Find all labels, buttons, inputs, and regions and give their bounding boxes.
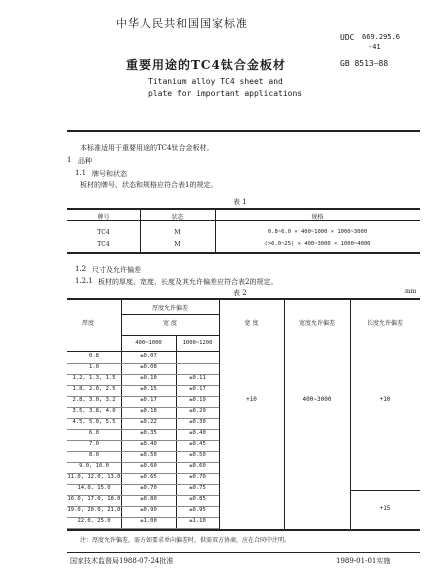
- table2-row-dev-b: ±0.70: [189, 474, 206, 480]
- table2-width-sub-rule: [121, 335, 219, 336]
- table2-header-width-b: 1000~1200: [182, 340, 213, 346]
- table1-bottom-rule: [67, 252, 420, 254]
- table2-top-rule: [67, 298, 420, 300]
- section-1-2-num: 1.2: [75, 265, 87, 273]
- table2-row-thickness: 1.2, 1.3, 1.5: [72, 375, 116, 381]
- section-1-1-num: 1.1: [75, 169, 87, 177]
- table2-width-value: 400~3000: [302, 396, 332, 403]
- table2-row-dev-a: ±0.08: [140, 364, 157, 370]
- table2-row-thickness: 14.0, 15.0: [77, 485, 111, 491]
- section-1-2-title: 尺寸及允许偏差: [92, 266, 141, 274]
- table2-length-dev-split-rule: [350, 490, 420, 491]
- table2-dev-group-rule: [121, 314, 219, 315]
- header-rule: [67, 130, 420, 132]
- table2-row-dev-b: ±0.17: [189, 386, 206, 392]
- table2-row-dev-a: ±0.17: [140, 397, 157, 403]
- table2-row-dev-a: ±1.00: [140, 518, 157, 524]
- table2-row-thickness: 11.0, 12.0, 13.0: [67, 474, 121, 480]
- table2-header-width: 宽 度: [244, 320, 259, 327]
- udc-value: 669.295.6: [362, 33, 400, 41]
- footer-implemented: 1989-01-01实施: [336, 557, 391, 565]
- table2-header-width-dev: 宽度允许偏差: [298, 320, 335, 327]
- table2-row-thickness: 4.5, 5.0, 5.5: [72, 419, 116, 425]
- table2-row-thickness: 2.8, 3.0, 3.2: [72, 397, 116, 403]
- table1-top-rule: [67, 208, 420, 210]
- udc-value-suffix: -41: [368, 43, 381, 51]
- table2-row-dev-b: ±0.40: [189, 430, 206, 436]
- table2-col-width-divider: [284, 299, 285, 529]
- table2-header-bottom-rule: [67, 351, 219, 352]
- table2-row-rule: [67, 528, 219, 529]
- table2-row-thickness: 19.0, 20.0, 21.0: [67, 507, 121, 513]
- document-title: 重要用途的TC4钛合金板材: [126, 58, 286, 72]
- table2-footnote: 注：厚度允许偏差，需方如要求单向偏差时，供需双方协商，应在合同中注明。: [80, 537, 291, 544]
- table2-row-dev-a: ±0.80: [140, 496, 157, 502]
- table1-row2-grade: TC4: [97, 241, 110, 248]
- table2-row-dev-b: ±0.85: [189, 496, 206, 502]
- table2-row-thickness: 22.0, 25.0: [77, 518, 111, 524]
- table1-header-state: 状态: [171, 214, 184, 221]
- intro-text: 本标准适用于重要用途的TC4钛合金板材。: [80, 144, 214, 152]
- table2-header-thickness: 厚度: [82, 320, 95, 327]
- table2-row-dev-a: ±0.10: [140, 375, 157, 381]
- table2-row-dev-b: ±0.19: [189, 397, 206, 403]
- table2-row-thickness: 9.0, 10.0: [79, 463, 109, 469]
- table2-row-dev-a: ±0.90: [140, 507, 157, 513]
- table2-width-dev-value: +10: [246, 396, 257, 403]
- table1-row1-spec: 0.8~6.0 × 400~1000 × 1000~3000: [267, 229, 368, 235]
- table2-header-width-label: 宽 度: [163, 320, 177, 327]
- table2-row-thickness: 1.0: [89, 364, 99, 370]
- table2-row-dev-a: ±0.40: [140, 441, 157, 447]
- table2-row-thickness: 7.0: [89, 441, 99, 447]
- table2-row-thickness: 1.8, 2.0, 2.5: [72, 386, 116, 392]
- section-1-title: 品种: [78, 157, 92, 165]
- table2-row-dev-a: ±0.18: [140, 408, 157, 414]
- table2-header-width-a: 400~1000: [135, 340, 162, 346]
- table2-row-dev-a: ±0.65: [140, 474, 157, 480]
- table2-col-dev-divider: [219, 299, 220, 529]
- footer-approved: 国家技术监督局1988-07-24批准: [70, 557, 174, 565]
- table1-row1-state: M: [174, 229, 181, 236]
- section-1-1-title: 牌号和状态: [92, 170, 127, 178]
- section-1-num: 1: [67, 156, 72, 164]
- table2-row-dev-b: ±0.75: [189, 485, 206, 491]
- table2-caption: 表 2: [233, 289, 247, 297]
- table2-row-dev-a: ±0.35: [140, 430, 157, 436]
- table2-row-dev-a: ±0.60: [140, 463, 157, 469]
- table2-header-length-dev: 长度允许偏差: [366, 320, 403, 327]
- table2-row-dev-b: ±0.60: [189, 463, 206, 469]
- table1-row2-state: M: [174, 241, 181, 248]
- udc-label: UDC: [340, 33, 355, 42]
- table2-bottom-rule: [67, 529, 420, 531]
- table2-col-widthdev-divider: [350, 299, 351, 529]
- table2-row-thickness: 8.0: [89, 452, 99, 458]
- table2-row-dev-a: ±0.15: [140, 386, 157, 392]
- table2-row-thickness: 16.0, 17.0, 18.0: [67, 496, 121, 502]
- table1-header-spec: 规格: [311, 214, 324, 221]
- table2-row-dev-b: ±0.95: [189, 507, 206, 513]
- table2-row-dev-a: ±0.07: [140, 353, 157, 359]
- table2-row-thickness: 3.5, 3.8, 4.0: [72, 408, 116, 414]
- table2-row-dev-a: ±0.70: [140, 485, 157, 491]
- standard-org-title: 中华人民共和国国家标准: [116, 17, 248, 30]
- table1-header-grade: 牌号: [97, 214, 110, 221]
- table2-row-dev-b: ±0.30: [189, 419, 206, 425]
- section-1-2-1-num: 1.2.1: [75, 277, 93, 285]
- section-1-2-1-text: 板材的厚度、宽度、长度及其允许偏差应符合表2的规定。: [98, 278, 278, 286]
- table2-length-dev-value-2: +15: [379, 505, 391, 512]
- gb-number: GB 8513—88: [340, 59, 389, 68]
- footer-rule: [67, 552, 420, 553]
- table2-header-thickness-dev: 厚度允许偏差: [151, 305, 188, 312]
- table2-unit: mm: [405, 288, 417, 295]
- table2-row-thickness: 6.0: [89, 430, 99, 436]
- table2-row-dev-b: ±0.45: [189, 441, 206, 447]
- table1-row1-grade: TC4: [97, 229, 110, 236]
- table2-row-dev-b: ±0.50: [189, 452, 206, 458]
- table2-row-dev-b: ±0.11: [189, 375, 206, 381]
- section-1-1-text: 板材的牌号、状态和规格应符合表1的规定。: [80, 181, 218, 189]
- table2-row-dev-b: ±1.10: [189, 518, 206, 524]
- table1-row2-spec: (>6.0~25) × 400~3000 × 1000~4000: [264, 241, 371, 247]
- table1-caption: 表 1: [233, 198, 247, 206]
- table2-length-dev-value-1: +10: [379, 396, 391, 403]
- table2-row-dev-a: ±0.22: [140, 419, 157, 425]
- table2-row-thickness: 0.8: [89, 353, 99, 359]
- title-en-line1: Titanium alloy TC4 sheet and: [148, 77, 283, 86]
- title-en-line2: plate for important applications: [148, 89, 303, 98]
- table2-row-dev-b: ±0.20: [189, 408, 206, 414]
- table2-row-dev-a: ±0.50: [140, 452, 157, 458]
